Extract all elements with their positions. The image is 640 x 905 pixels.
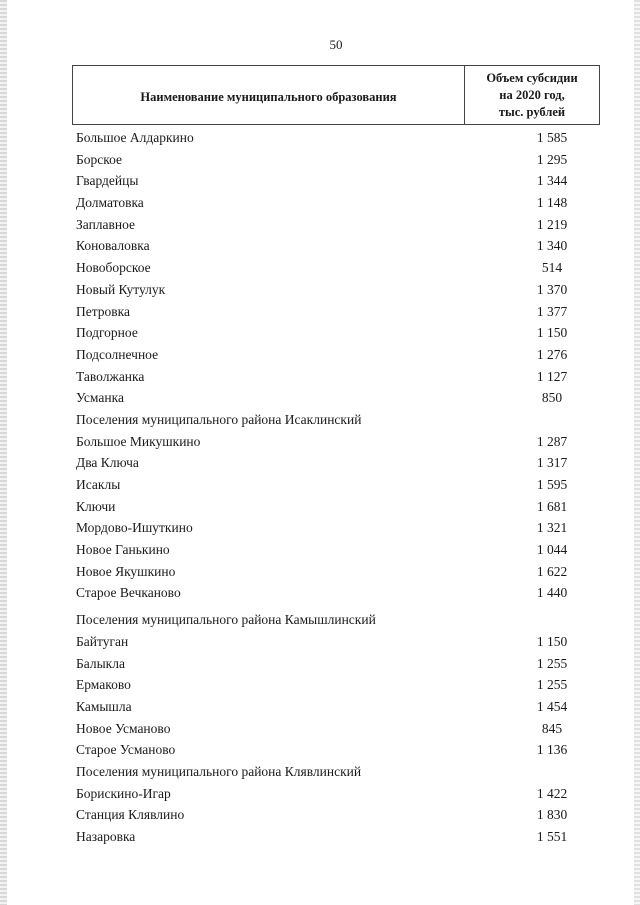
row-name: Новое Усманово — [76, 720, 171, 736]
row-name: Петровка — [76, 303, 131, 319]
row-value: 1 276 — [536, 346, 568, 362]
scan-edge-left — [0, 0, 7, 905]
row-value: 1 321 — [536, 520, 568, 536]
table-row — [76, 452, 600, 474]
row-value: 1 287 — [536, 433, 568, 449]
table-row — [76, 517, 600, 539]
row-name: Подгорное — [76, 325, 138, 341]
row-value: 1 150 — [536, 633, 568, 649]
row-value: 1 595 — [536, 477, 568, 492]
row-value: 1 585 — [536, 130, 568, 145]
row-value: 1 255 — [536, 677, 568, 693]
section-heading-label: Поселения муниципального района Клявлинский — [76, 763, 362, 779]
row-name: Байтуган — [76, 633, 129, 649]
row-name: Камышла — [76, 698, 132, 714]
table-row — [76, 235, 600, 257]
row-name: Новое Ганькино — [76, 542, 170, 558]
row-value: 1 150 — [536, 325, 568, 341]
row-value: 1 370 — [536, 281, 568, 297]
row-name: Долматовка — [76, 195, 144, 211]
row-name: Заплавное — [76, 216, 136, 232]
row-name: Подсолнечное — [76, 346, 159, 362]
table-row — [76, 674, 600, 696]
row-name: Новый Кутулук — [76, 281, 166, 297]
table-row — [76, 804, 600, 826]
table-row — [76, 149, 600, 171]
row-name: Балыкла — [76, 655, 125, 671]
section-heading-label: Поселения муниципального района Исаклинский — [76, 411, 362, 427]
header-value-column — [465, 66, 599, 124]
row-name: Борское — [76, 151, 123, 167]
row-value: 1 830 — [536, 807, 568, 823]
row-name: Большое Алдаркино — [76, 130, 194, 145]
section-heading-label: Поселения муниципального района Камышлинский — [76, 612, 376, 628]
header-value-line: тыс. рублей — [498, 104, 566, 119]
row-name: Борискино-Игар — [76, 785, 171, 801]
table-row — [76, 322, 600, 344]
row-name: Мордово-Ишуткино — [76, 520, 193, 536]
row-value: 1 377 — [536, 303, 568, 319]
row-value: 1 148 — [536, 195, 568, 211]
row-name: Назаровка — [76, 829, 136, 844]
page-number: 50 — [329, 37, 343, 52]
scan-edge-right — [634, 0, 640, 905]
table-row — [76, 387, 600, 409]
row-name: Ермаково — [76, 677, 131, 693]
row-name: Два Ключа — [76, 455, 139, 471]
header-name-column: Наименование муниципального образования — [73, 66, 465, 124]
row-value: 850 — [541, 390, 563, 406]
table-row — [76, 279, 600, 301]
row-value: 1 127 — [536, 368, 568, 384]
row-name: Большое Микушкино — [76, 433, 201, 449]
table-row — [76, 431, 600, 453]
section-heading — [76, 609, 600, 631]
row-name: Ключи — [76, 498, 116, 514]
table-row — [76, 739, 600, 761]
table-row — [76, 653, 600, 675]
row-value: 1 622 — [536, 563, 568, 579]
row-value: 1 219 — [536, 216, 568, 232]
table-row — [76, 366, 600, 388]
table-header — [72, 65, 600, 125]
row-name: Станция Клявлино — [76, 807, 185, 823]
table-row — [76, 539, 600, 561]
table-row — [76, 718, 600, 740]
table-row — [76, 214, 600, 236]
row-value: 1 317 — [536, 455, 568, 471]
row-value: 1 440 — [536, 585, 568, 601]
row-value: 1 454 — [536, 698, 568, 714]
row-name: Старое Усманово — [76, 742, 176, 758]
row-name: Старое Вечканово — [76, 585, 181, 601]
row-name: Таволжанка — [76, 368, 145, 384]
table-body — [76, 127, 600, 848]
table-row — [76, 826, 600, 848]
section-heading — [76, 409, 600, 431]
row-name: Новоборское — [76, 260, 151, 276]
row-name: Гвардейцы — [76, 173, 139, 189]
table-row — [76, 631, 600, 653]
table-row — [76, 561, 600, 583]
row-value: 1 044 — [536, 542, 568, 558]
row-name: Коноваловка — [76, 238, 150, 254]
row-name: Новое Якушкино — [76, 563, 176, 579]
row-value: 1 681 — [536, 498, 568, 514]
table-row — [76, 496, 600, 518]
header-value-line: Объем субсидии — [486, 70, 578, 85]
table-row — [76, 301, 600, 323]
table-row — [76, 192, 600, 214]
table-row — [76, 257, 600, 279]
header-value-line: на 2020 год, — [499, 87, 565, 102]
row-value: 514 — [541, 260, 563, 276]
table-row — [76, 170, 600, 192]
table-row — [76, 582, 600, 604]
table-row — [76, 783, 600, 805]
table-row — [76, 696, 600, 718]
row-name: Исаклы — [76, 477, 121, 492]
row-value: 845 — [541, 720, 563, 736]
row-name: Усманка — [76, 390, 124, 406]
table-row — [76, 127, 600, 149]
row-value: 1 340 — [536, 238, 568, 254]
row-value: 1 344 — [536, 173, 568, 189]
row-value: 1 422 — [536, 785, 568, 801]
table-row — [76, 474, 600, 496]
table-row — [76, 344, 600, 366]
row-value: 1 255 — [536, 655, 568, 671]
row-value: 1 295 — [536, 151, 568, 167]
row-value: 1 136 — [536, 742, 568, 758]
section-heading — [76, 761, 600, 783]
row-value: 1 551 — [536, 829, 568, 844]
